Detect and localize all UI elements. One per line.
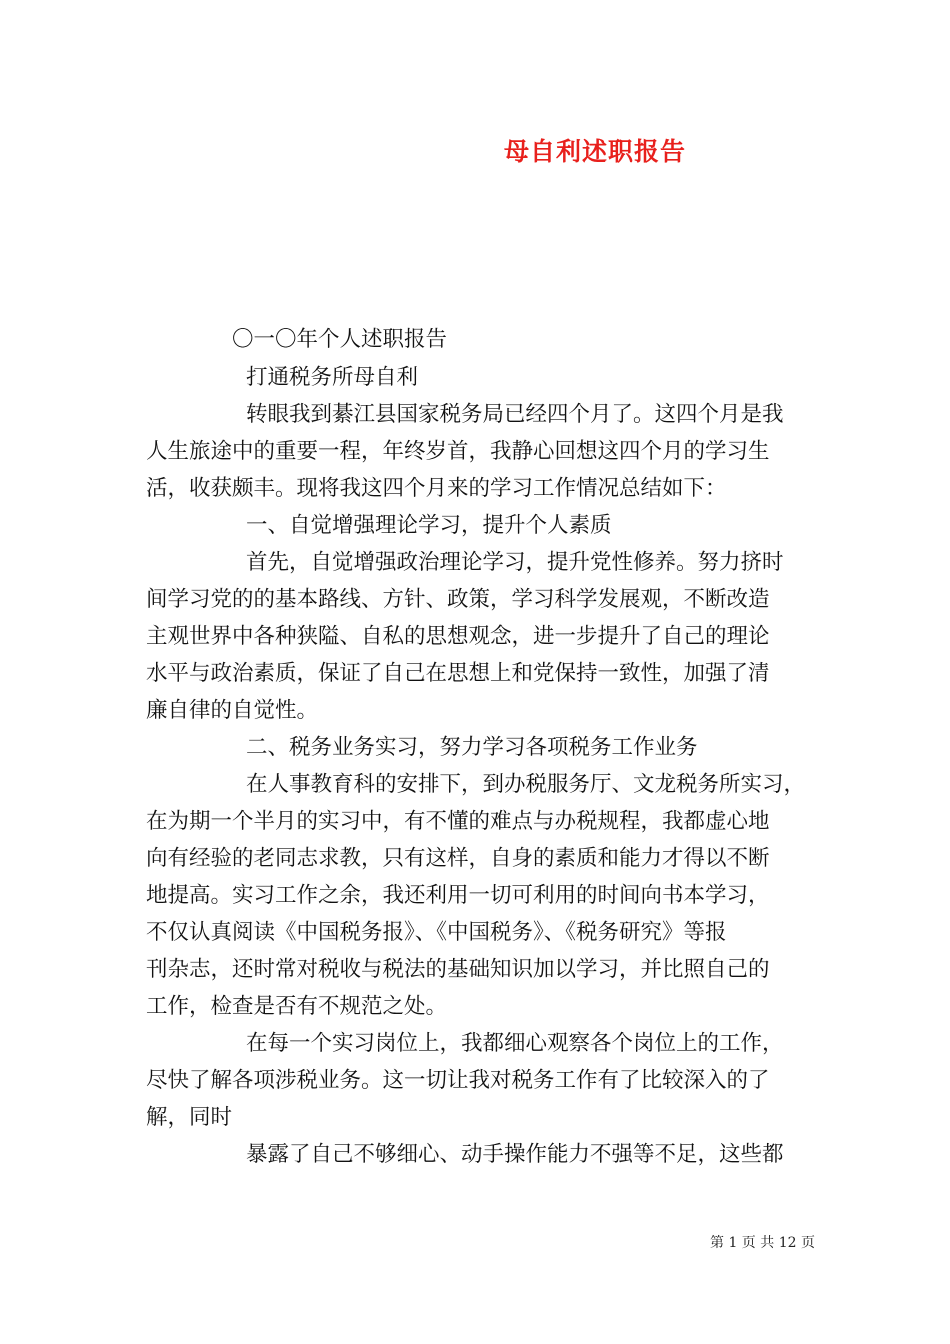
paragraph-line: 活，收获颇丰。现将我这四个月来的学习工作情况总结如下：	[146, 476, 727, 501]
paragraph-line: 水平与政治素质，保证了自己在思想上和党保持一致性，加强了清	[146, 661, 770, 686]
subtitle-line: 〇一〇年个人述职报告	[232, 327, 448, 352]
document-title: 母自利述职报告	[503, 137, 686, 166]
paragraph-line: 不仅认真阅读《中国税务报》、《中国税务》、《税务研究》等报	[146, 920, 727, 945]
paragraph-line: 地提高。实习工作之余，我还利用一切可利用的时间向书本学习，	[146, 883, 770, 908]
section-heading: 一、自觉增强理论学习，提升个人素质	[246, 513, 612, 538]
paragraph-line: 在每一个实习岗位上，我都细心观察各个岗位上的工作，	[246, 1031, 784, 1056]
paragraph-line: 刊杂志，还时常对税收与税法的基础知识加以学习，并比照自己的	[146, 957, 770, 982]
paragraph-line: 向有经验的老同志求教，只有这样，自身的素质和能力才得以不断	[146, 846, 770, 871]
paragraph-line: 尽快了解各项涉税业务。这一切让我对税务工作有了比较深入的了	[146, 1068, 770, 1093]
paragraph-line: 在人事教育科的安排下，到办税服务厅、文龙税务所实习，	[246, 772, 806, 797]
paragraph-line: 间学习党的的基本路线、方针、政策，学习科学发展观，不断改造	[146, 587, 770, 612]
paragraph-line: 首先，自觉增强政治理论学习，提升党性修养。努力挤时	[246, 550, 784, 575]
paragraph-line: 解，同时	[146, 1105, 233, 1130]
paragraph-line: 暴露了自己不够细心、动手操作能力不强等不足，这些都	[246, 1142, 784, 1167]
paragraph-line: 转眼我到綦江县国家税务局已经四个月了。这四个月是我	[246, 402, 784, 427]
paragraph-line: 廉自律的自觉性。	[146, 698, 319, 723]
paragraph-line: 工作，检查是否有不规范之处。	[146, 994, 448, 1019]
page-number-footer: 第 1 页 共 12 页	[710, 1235, 815, 1251]
paragraph-line: 在为期一个半月的实习中，有不懂的难点与办税规程，我都虚心地	[146, 809, 770, 834]
paragraph-line: 人生旅途中的重要一程，年终岁首，我静心回想这四个月的学习生	[146, 439, 770, 464]
section-heading: 二、税务业务实习，努力学习各项税务工作业务	[246, 735, 698, 760]
department-line: 打通税务所母自利	[246, 365, 419, 390]
paragraph-line: 主观世界中各种狭隘、自私的思想观念，进一步提升了自己的理论	[146, 624, 770, 649]
